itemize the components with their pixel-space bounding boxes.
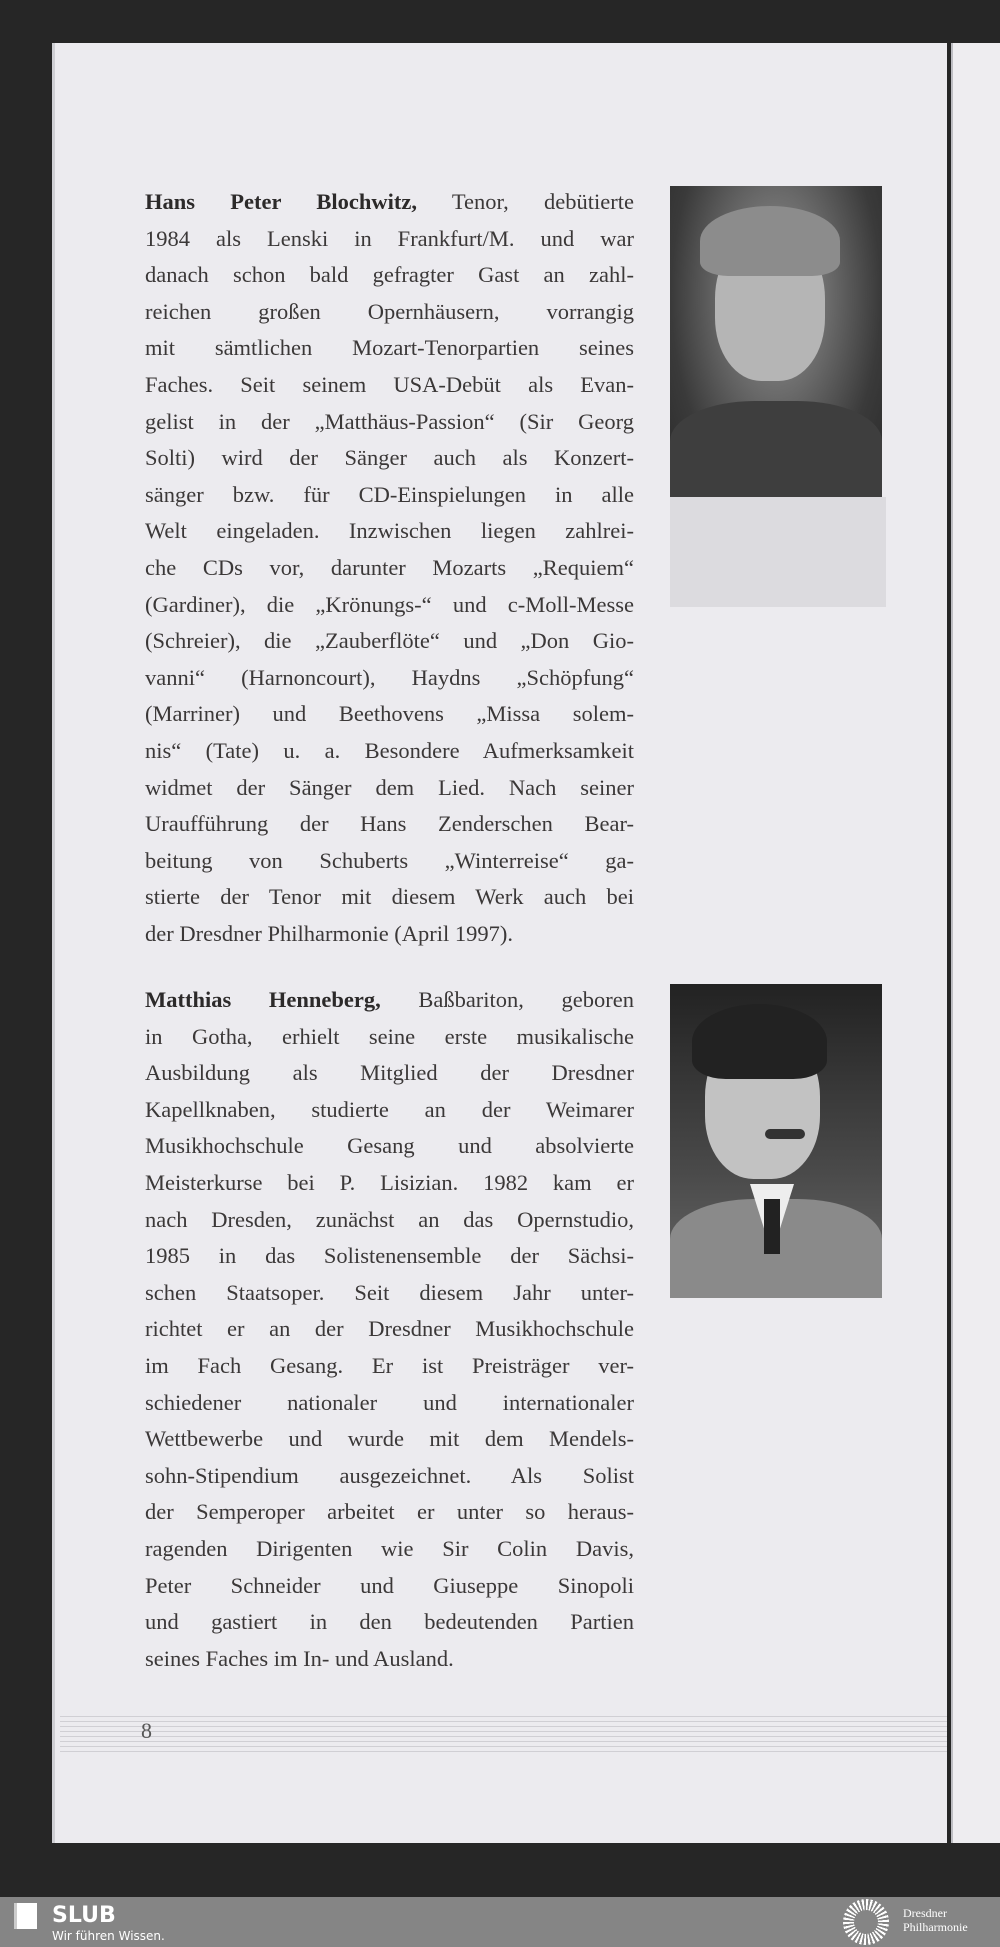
page-number: 8 — [141, 1718, 152, 1743]
text-line: und gastiert in den bedeutenden Partien — [145, 1609, 634, 1635]
bio-henneberg — [145, 982, 634, 1677]
text-line: (Gardiner), die „Krönungs-“ und c-Moll-Messe — [145, 591, 634, 617]
text-line: der Semperoper arbeitet er unter so heraus- — [145, 1499, 634, 1525]
slub-logo-text[interactable]: SLUB — [52, 1903, 116, 1928]
philharmonie-logo-text[interactable] — [903, 1906, 968, 1934]
text-line: seines Faches im In- und Ausland. — [145, 1645, 454, 1671]
text-line: im Fach Gesang. Er ist Preisträger ver- — [145, 1352, 634, 1378]
text-line: Uraufführung der Hans Zenderschen Bear- — [145, 811, 634, 837]
photo-henneberg — [670, 984, 882, 1298]
text-line: danach schon bald gefragter Gast an zahl- — [145, 262, 634, 288]
text-line: der Dresdner Philharmonie (April 1997). — [145, 920, 514, 946]
text-line: (Schreier), die „Zauberflöte“ und „Don Gio- — [145, 628, 634, 654]
text-line: schen Staatsoper. Seit diesem Jahr unter- — [145, 1279, 634, 1305]
slub-logo-icon — [14, 1903, 37, 1929]
text-line: che CDs vor, darunter Mozarts „Requiem“ — [145, 554, 634, 580]
photo-shadow — [670, 497, 886, 607]
text-line: richtet er an der Dresdner Musikhochschule — [145, 1316, 634, 1342]
bio-blochwitz — [145, 184, 634, 952]
text-line: nis“ (Tate) u. a. Besondere Aufmerksamkeit — [145, 737, 634, 763]
text-line: gelist in der „Matthäus-Passion“ (Sir Georg — [145, 408, 634, 434]
text-line: Meisterkurse bei P. Lisizian. 1982 kam er — [145, 1169, 634, 1195]
philharmonie-logo-icon — [843, 1899, 889, 1945]
footer-rules — [60, 1712, 947, 1752]
partner-line2: Philharmonie — [903, 1920, 968, 1934]
text-line — [145, 982, 634, 1019]
person-name: Matthias Henneberg, — [145, 987, 381, 1012]
person-name: Hans Peter Blochwitz, — [145, 189, 417, 214]
text-line: reichen großen Opernhäusern, vorrangig — [145, 298, 634, 324]
text-line: stierte der Tenor mit diesem Werk auch bei — [145, 884, 634, 910]
text-line: Solti) wird der Sänger auch als Konzert- — [145, 445, 634, 471]
text-line: widmet der Sänger dem Lied. Nach seiner — [145, 774, 634, 800]
next-page-edge — [951, 43, 1000, 1843]
text-line: beitung von Schuberts „Winterreise“ ga- — [145, 847, 634, 873]
partner-line1: Dresdner — [903, 1906, 947, 1920]
text-line: Peter Schneider und Giuseppe Sinopoli — [145, 1572, 634, 1598]
text-line: nach Dresden, zunächst an das Opernstudio, — [145, 1206, 634, 1232]
text-span: Tenor, debütierte — [417, 189, 634, 214]
text-line: Wettbewerbe und wurde mit dem Mendels- — [145, 1426, 634, 1452]
photo-blochwitz — [670, 186, 882, 497]
viewer-footer — [0, 1897, 1000, 1947]
text-span: Baßbariton, geboren — [380, 987, 634, 1012]
text-line: vanni“ (Harnoncourt), Haydns „Schöpfung“ — [145, 664, 634, 690]
text-line: Musikhochschule Gesang und absolvierte — [145, 1133, 634, 1159]
text-line: in Gotha, erhielt seine erste musikalische — [145, 1023, 634, 1049]
text-line: sänger bzw. für CD-Einspielungen in alle — [145, 481, 634, 507]
text-line: Welt eingeladen. Inzwischen liegen zahlrei- — [145, 518, 634, 544]
slub-tagline: Wir führen Wissen. — [52, 1929, 165, 1943]
text-line: Faches. Seit seinem USA-Debüt als Evan- — [145, 371, 634, 397]
text-line: (Marriner) und Beethovens „Missa solem- — [145, 701, 634, 727]
text-line: mit sämtlichen Mozart-Tenorpartien seines — [145, 335, 634, 361]
text-line: sohn-Stipendium ausgezeichnet. Als Solist — [145, 1462, 634, 1488]
text-line: 1984 als Lenski in Frankfurt/M. und war — [145, 225, 634, 251]
text-line — [145, 184, 634, 221]
text-line: 1985 in das Solistenensemble der Sächsi- — [145, 1243, 634, 1269]
text-line: Kapellknaben, studierte an der Weimarer — [145, 1096, 634, 1122]
text-line: ragenden Dirigenten wie Sir Colin Davis, — [145, 1535, 634, 1561]
text-line: Ausbildung als Mitglied der Dresdner — [145, 1060, 634, 1086]
text-line: schiedener nationaler und internationaler — [145, 1389, 634, 1415]
